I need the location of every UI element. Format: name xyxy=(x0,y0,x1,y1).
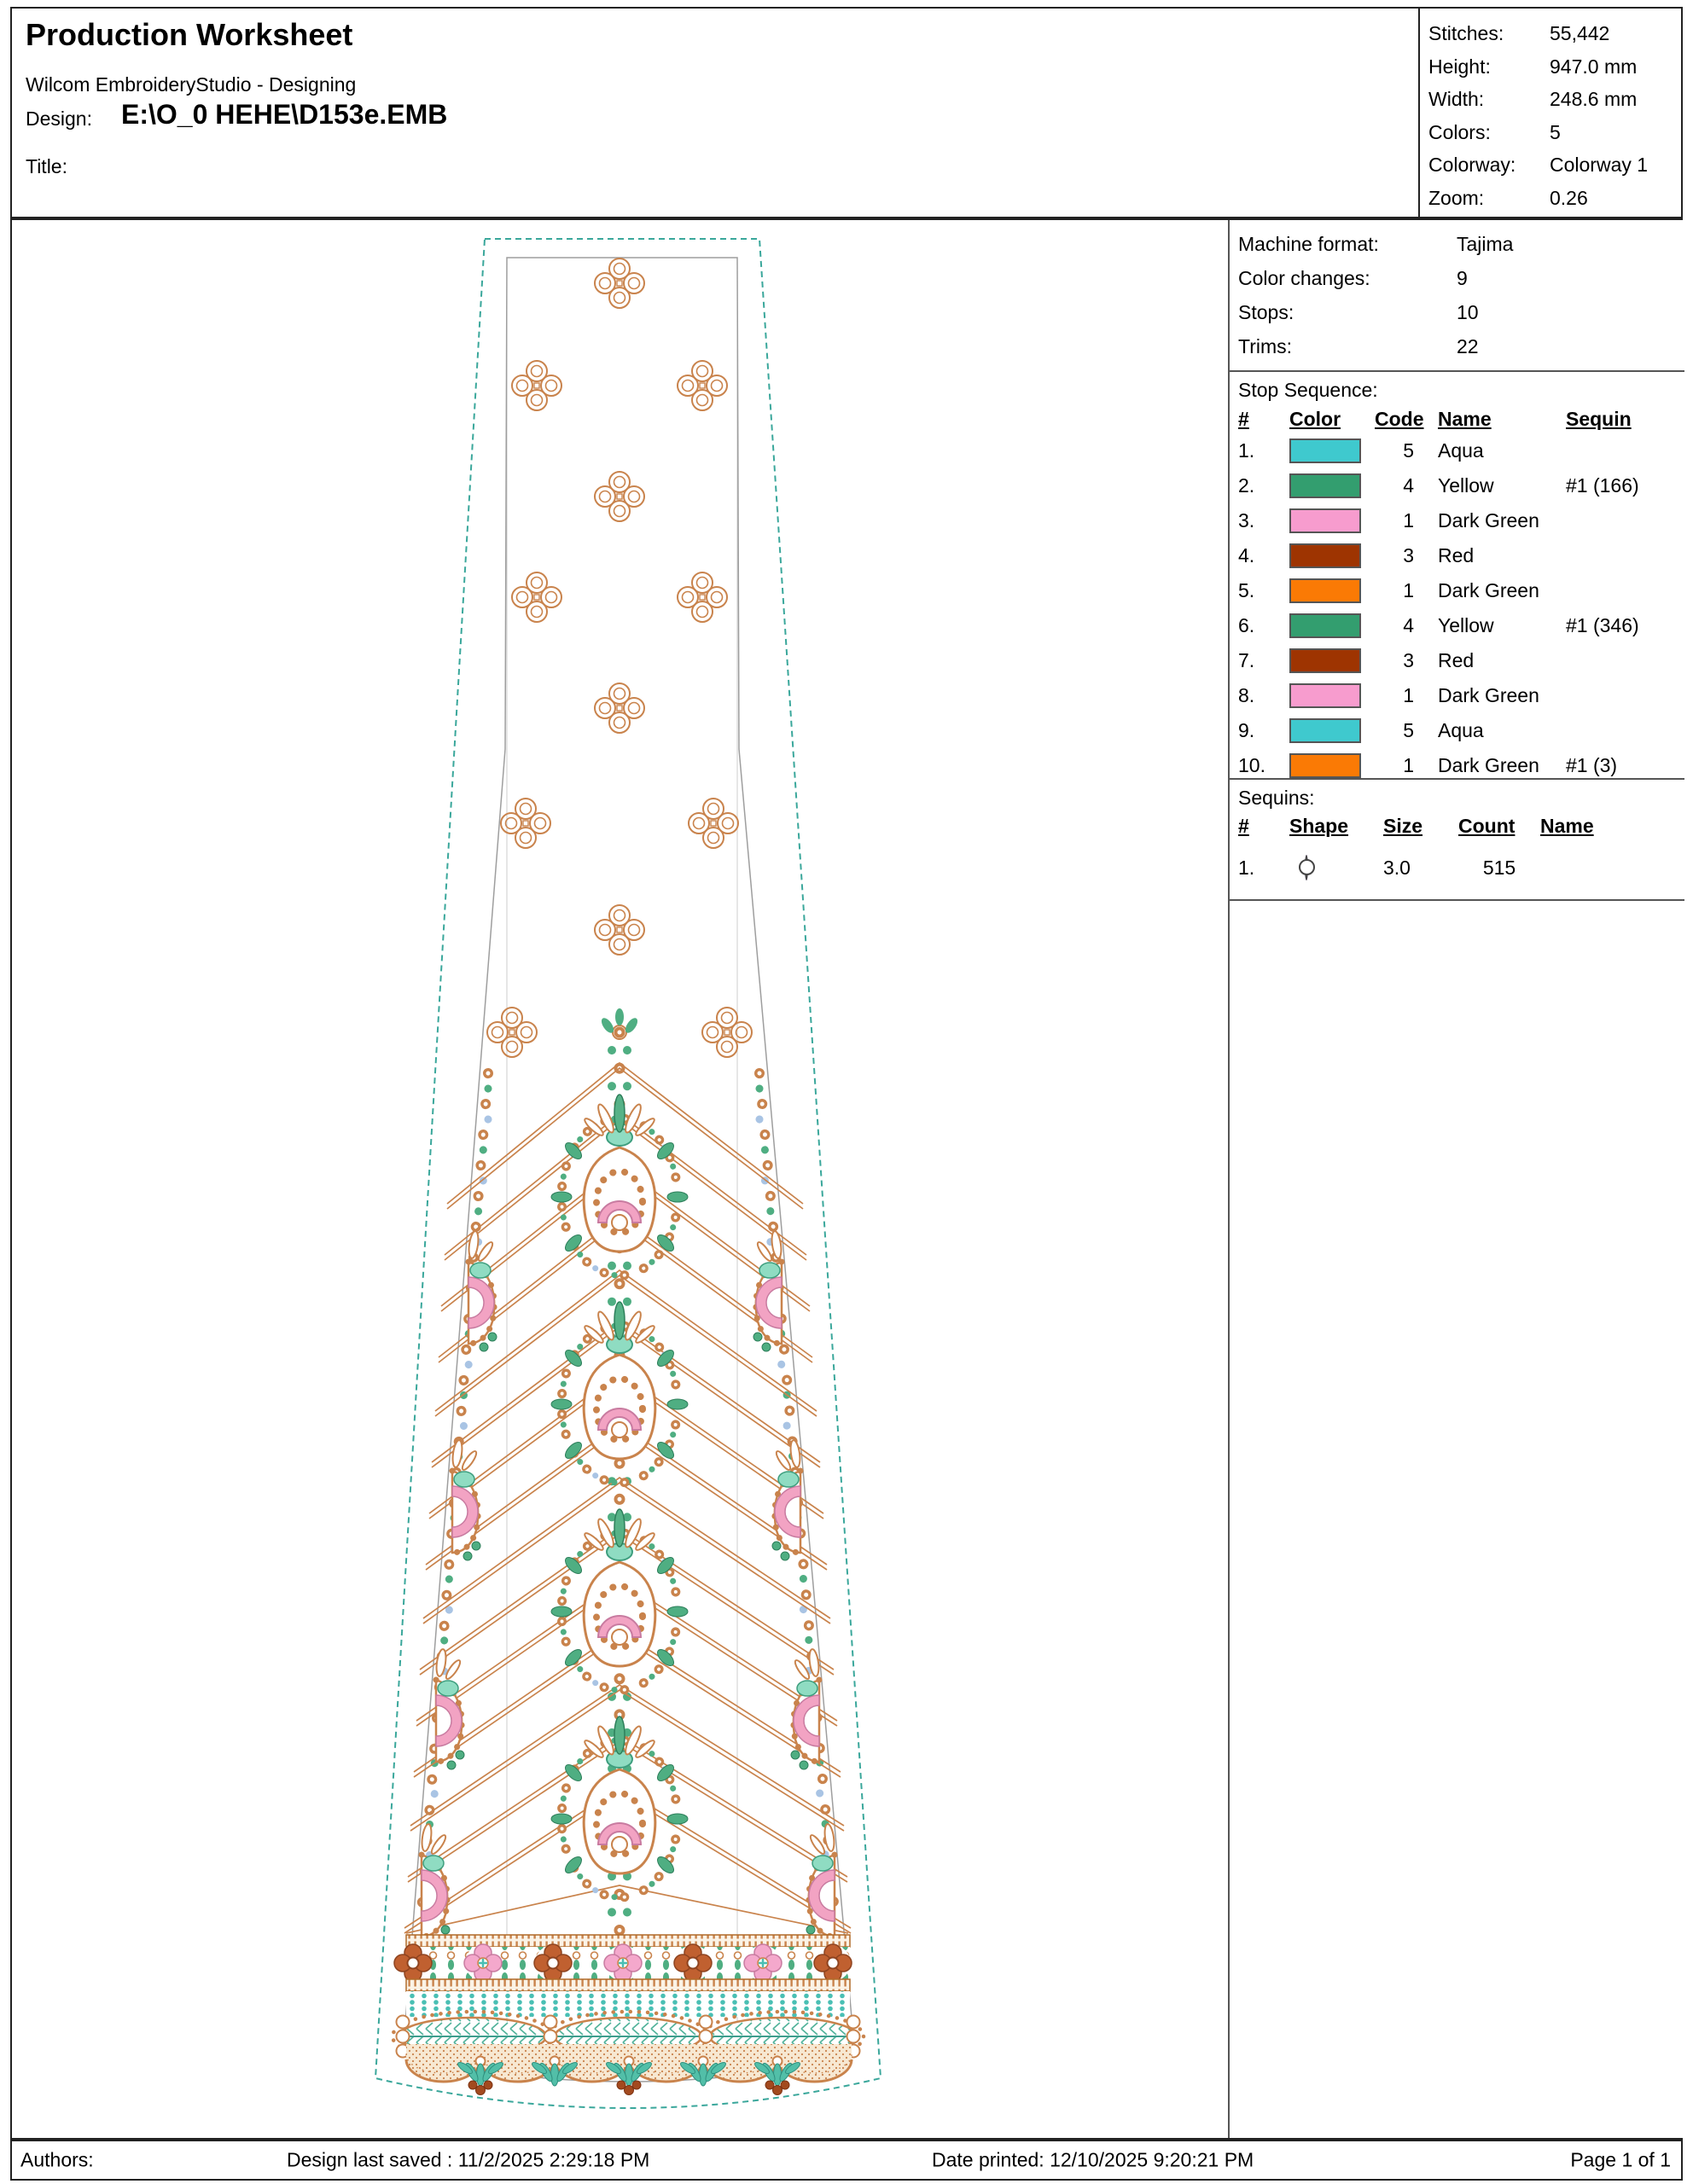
header xyxy=(10,7,1683,220)
sequins-title: Sequins: xyxy=(1238,787,1315,809)
stop-row xyxy=(1238,433,1676,468)
sequins-box xyxy=(1230,780,1684,901)
stop-sequin: #1 (166) xyxy=(1566,474,1639,497)
stop-row xyxy=(1238,468,1676,503)
stop-num: 4. xyxy=(1238,544,1255,566)
stop-name: Yellow xyxy=(1438,474,1494,497)
sequin-size: 3.0 xyxy=(1383,856,1411,879)
stat-value: 248.6 mm xyxy=(1550,88,1638,110)
stop-num: 6. xyxy=(1238,614,1255,636)
col-shape: Shape xyxy=(1289,814,1349,837)
stop-sequence-header xyxy=(1238,404,1676,433)
color-swatch xyxy=(1289,648,1375,673)
sequin-num: 1. xyxy=(1238,856,1255,879)
sequin-donut-icon xyxy=(1289,857,1383,880)
stop-code: 4 xyxy=(1403,474,1414,497)
info-panel xyxy=(1228,220,1684,2138)
design-canvas xyxy=(12,220,1228,2137)
stop-code: 5 xyxy=(1403,719,1414,741)
stop-row xyxy=(1238,713,1676,748)
stop-code: 1 xyxy=(1403,754,1414,776)
authors-label: Authors: xyxy=(20,2148,94,2171)
stat-row xyxy=(1428,116,1683,149)
stop-sequence-title: Stop Sequence: xyxy=(1238,379,1378,401)
stop-row xyxy=(1238,608,1676,643)
app-name: Wilcom EmbroideryStudio - Designing xyxy=(26,73,357,96)
stat-value: Colorway 1 xyxy=(1550,154,1649,176)
stat-label: Width: xyxy=(1428,88,1485,110)
title-label: Title: xyxy=(26,155,67,177)
stat-row xyxy=(1428,148,1683,182)
sequin-count: 515 xyxy=(1482,856,1516,879)
machine-row xyxy=(1238,261,1676,295)
stat-label: Colors: xyxy=(1428,120,1491,143)
color-swatch xyxy=(1289,753,1375,778)
sequins-header xyxy=(1238,812,1676,839)
machine-label: Machine format: xyxy=(1238,233,1379,255)
bottom-border xyxy=(393,1935,864,2095)
machine-row xyxy=(1238,227,1676,261)
stat-label: Zoom: xyxy=(1428,186,1485,209)
stat-value: 0.26 xyxy=(1550,186,1588,209)
stat-value: 947.0 mm xyxy=(1550,55,1638,78)
stop-row xyxy=(1238,643,1676,678)
stop-name: Aqua xyxy=(1438,719,1484,741)
machine-label: Stops: xyxy=(1238,301,1294,323)
col-sequin: Sequin xyxy=(1566,407,1632,430)
date-printed: Date printed: 12/10/2025 9:20:21 PM xyxy=(932,2148,1254,2171)
stop-code: 1 xyxy=(1403,579,1414,601)
color-swatch xyxy=(1289,508,1375,533)
stop-row xyxy=(1238,573,1676,608)
machine-value: 10 xyxy=(1457,301,1479,323)
stop-row xyxy=(1238,538,1676,573)
stop-num: 2. xyxy=(1238,474,1255,497)
color-swatch xyxy=(1289,578,1375,603)
design-stats-box xyxy=(1418,9,1683,218)
stop-row xyxy=(1238,678,1676,713)
machine-label: Color changes: xyxy=(1238,267,1370,289)
machine-value: 22 xyxy=(1457,335,1479,357)
stop-name: Yellow xyxy=(1438,614,1494,636)
stop-name: Red xyxy=(1438,649,1475,671)
stop-num: 8. xyxy=(1238,684,1255,706)
col-name: Name xyxy=(1540,814,1594,837)
machine-row xyxy=(1238,295,1676,329)
stop-name: Dark Green xyxy=(1438,684,1539,706)
stop-name: Dark Green xyxy=(1438,579,1539,601)
stop-code: 1 xyxy=(1403,509,1414,531)
stat-label: Colorway: xyxy=(1428,154,1516,176)
stop-code: 5 xyxy=(1403,439,1414,462)
sequins-table xyxy=(1238,839,1676,896)
col-num: # xyxy=(1238,814,1249,837)
stop-code: 3 xyxy=(1403,544,1414,566)
machine-value: Tajima xyxy=(1457,233,1514,255)
stop-sequence-table xyxy=(1238,433,1676,783)
border-scallop-band xyxy=(406,2044,852,2095)
col-count: Count xyxy=(1458,814,1516,837)
machine-row xyxy=(1238,329,1676,363)
sequin-row xyxy=(1238,839,1676,896)
stop-row xyxy=(1238,748,1676,783)
stop-sequin: #1 (346) xyxy=(1566,614,1639,636)
color-swatch xyxy=(1289,683,1375,708)
color-swatch xyxy=(1289,718,1375,743)
machine-label: Trims: xyxy=(1238,335,1293,357)
stop-num: 7. xyxy=(1238,649,1255,671)
main-area xyxy=(10,220,1683,2138)
machine-value: 9 xyxy=(1457,267,1468,289)
stat-row xyxy=(1428,83,1683,116)
stop-num: 3. xyxy=(1238,509,1255,531)
design-label: Design: xyxy=(26,107,92,130)
stop-sequence-box xyxy=(1230,372,1684,780)
stop-name: Aqua xyxy=(1438,439,1484,462)
color-swatch xyxy=(1289,543,1375,568)
color-swatch xyxy=(1289,473,1375,498)
col-num: # xyxy=(1238,407,1249,430)
stat-label: Stitches: xyxy=(1428,22,1504,44)
stop-num: 1. xyxy=(1238,439,1255,462)
machine-info-box xyxy=(1230,220,1684,372)
last-saved: Design last saved : 11/2/2025 2:29:18 PM xyxy=(287,2148,650,2171)
panel-empty-area xyxy=(1230,901,1684,2138)
stop-row xyxy=(1238,503,1676,538)
stop-code: 3 xyxy=(1403,649,1414,671)
footer xyxy=(10,2138,1683,2181)
color-swatch xyxy=(1289,613,1375,638)
page-title: Production Worksheet xyxy=(26,17,353,52)
stop-sequin: #1 (3) xyxy=(1566,754,1618,776)
col-color: Color xyxy=(1289,407,1341,430)
stat-label: Height: xyxy=(1428,55,1491,78)
stop-num: 9. xyxy=(1238,719,1255,741)
stat-value: 5 xyxy=(1550,120,1561,143)
stop-num: 10. xyxy=(1238,754,1265,776)
stop-code: 4 xyxy=(1403,614,1414,636)
stat-row xyxy=(1428,182,1683,215)
stop-code: 1 xyxy=(1403,684,1414,706)
stop-name: Red xyxy=(1438,544,1475,566)
stop-name: Dark Green xyxy=(1438,754,1539,776)
col-name: Name xyxy=(1438,407,1492,430)
col-code: Code xyxy=(1375,407,1424,430)
stat-value: 55,442 xyxy=(1550,22,1610,44)
design-preview xyxy=(12,220,1228,2137)
stop-name: Dark Green xyxy=(1438,509,1539,531)
stat-row xyxy=(1428,50,1683,84)
stop-num: 5. xyxy=(1238,579,1255,601)
design-path: E:\O_0 HEHE\D153e.EMB xyxy=(121,99,448,130)
page-number: Page 1 of 1 xyxy=(1570,2148,1671,2171)
stat-row xyxy=(1428,17,1683,50)
col-size: Size xyxy=(1383,814,1423,837)
color-swatch xyxy=(1289,439,1375,463)
